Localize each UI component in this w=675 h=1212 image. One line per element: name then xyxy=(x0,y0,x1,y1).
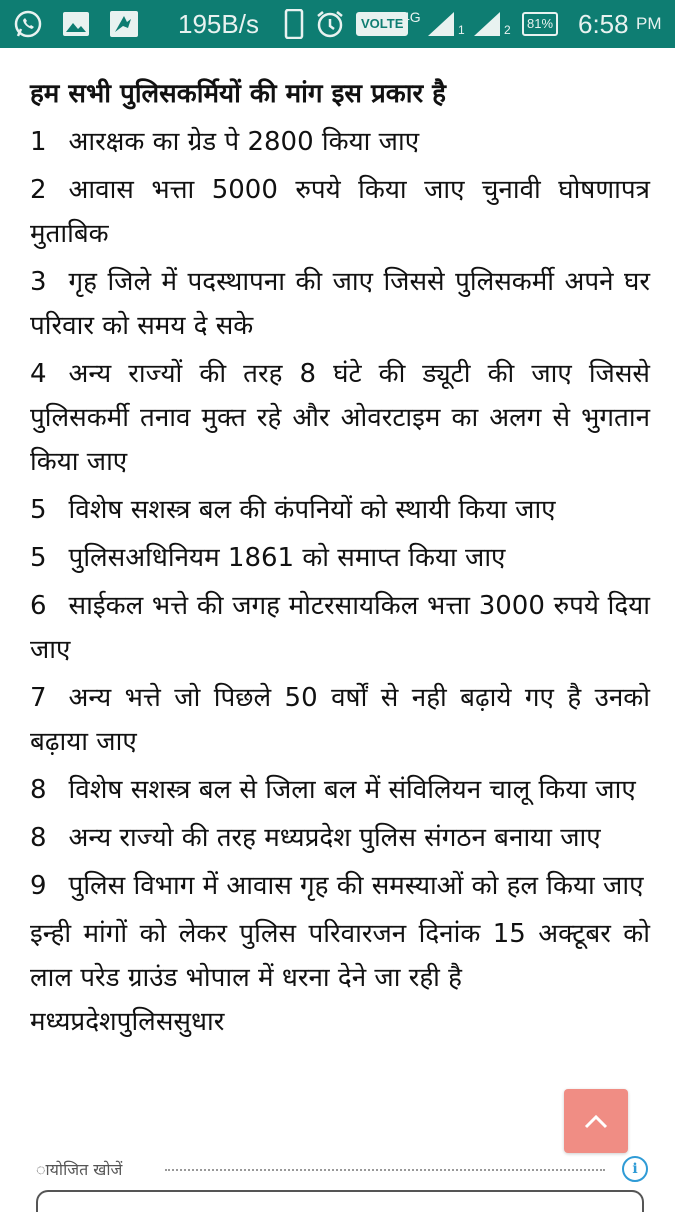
demand-item xyxy=(30,488,650,532)
sponsored-search-label: ायोजित खोजें xyxy=(36,1160,123,1179)
sponsored-search-box[interactable] xyxy=(36,1190,644,1212)
clock-ampm: PM xyxy=(636,14,662,33)
divider xyxy=(165,1169,605,1171)
demand-text: साईकल भत्ते की जगह मोटरसायकिल भत्ता 3000 रुपये दिया जाए xyxy=(30,591,650,665)
info-icon[interactable]: i xyxy=(622,1156,648,1182)
demand-list xyxy=(30,120,650,908)
network-speed: 195B/s xyxy=(178,9,259,39)
demand-number: 4 xyxy=(30,359,47,389)
demand-text: आवास भत्ता 5000 रुपये किया जाए चुनावी घोषणापत्र मुताबिक xyxy=(30,175,650,249)
demand-number: 5 xyxy=(30,543,47,573)
status-bar xyxy=(0,0,675,48)
clock-time: 6:58 xyxy=(578,9,629,39)
demand-item xyxy=(30,816,650,860)
sponsored-search-strip xyxy=(0,1150,675,1200)
demand-item xyxy=(30,352,650,484)
demand-item xyxy=(30,676,650,764)
demand-number: 2 xyxy=(30,175,47,205)
signal-icon xyxy=(426,8,458,40)
image-icon xyxy=(60,8,92,40)
demand-number: 1 xyxy=(30,127,47,157)
demand-number: 8 xyxy=(30,823,47,853)
post-content xyxy=(30,72,650,1048)
demand-text: अन्य राज्यों की तरह 8 घंटे की ड्यूटी की जाए जिससे पुलिसकर्मी तनाव मुक्त रहे और ओवरटाइम का अलग से भुगतान किया जाए xyxy=(30,359,650,477)
chevron-up-icon xyxy=(583,1113,609,1129)
battery-icon: 81% xyxy=(522,12,558,36)
closing-text: इन्ही मांगों को लेकर पुलिस परिवारजन दिनांक 15 अक्टूबर को लाल परेड ग्राउंड भोपाल में धरना देने जा रही है xyxy=(30,919,650,993)
post-heading: हम सभी पुलिसकर्मियों की मांग इस प्रकार है xyxy=(30,79,446,109)
demand-text: अन्य भत्ते जो पिछले 50 वर्षों से नही बढ़ाये गए है उनको बढ़ाया जाए xyxy=(30,683,650,757)
demand-number: 3 xyxy=(30,267,47,297)
sim2-label: 2 xyxy=(504,23,511,37)
demand-item xyxy=(30,168,650,256)
hashtag-text: मध्यप्रदेशपुलिससुधार xyxy=(30,1007,225,1037)
demand-item xyxy=(30,584,650,672)
demand-text: पुलिस विभाग में आवास गृह की समस्याओं को हल किया जाए xyxy=(68,871,644,901)
demand-number: 6 xyxy=(30,591,47,621)
demand-item xyxy=(30,120,650,164)
demand-text: अन्य राज्यो की तरह मध्यप्रदेश पुलिस संगठन बनाया जाए xyxy=(68,823,601,853)
phone-icon xyxy=(278,8,310,40)
demand-item xyxy=(30,768,650,812)
demand-number: 7 xyxy=(30,683,47,713)
demand-number: 8 xyxy=(30,775,47,805)
demand-text: पुलिसअधिनियम 1861 को समाप्त किया जाए xyxy=(68,543,506,573)
demand-number: 9 xyxy=(30,871,47,901)
network-type: 4G xyxy=(402,9,421,25)
demand-text: विशेष सशस्त्र बल से जिला बल में संविलियन चालू किया जाए xyxy=(68,775,636,805)
sim1-label: 1 xyxy=(458,23,465,37)
scroll-to-top-button[interactable] xyxy=(564,1089,628,1153)
whatsapp-icon xyxy=(12,8,44,40)
signal-icon xyxy=(472,8,504,40)
demand-text: आरक्षक का ग्रेड पे 2800 किया जाए xyxy=(68,127,420,157)
demand-number: 5 xyxy=(30,495,47,525)
volte-badge: VOLTE xyxy=(356,12,408,36)
demand-item xyxy=(30,864,650,908)
demand-text: गृह जिले में पदस्थापना की जाए जिससे पुलिसकर्मी अपने घर परिवार को समय दे सके xyxy=(30,267,650,341)
demand-item xyxy=(30,260,650,348)
demand-text: विशेष सशस्त्र बल की कंपनियों को स्थायी किया जाए xyxy=(68,495,556,525)
demand-item xyxy=(30,536,650,580)
alarm-icon xyxy=(314,8,346,40)
app-icon xyxy=(108,8,140,40)
